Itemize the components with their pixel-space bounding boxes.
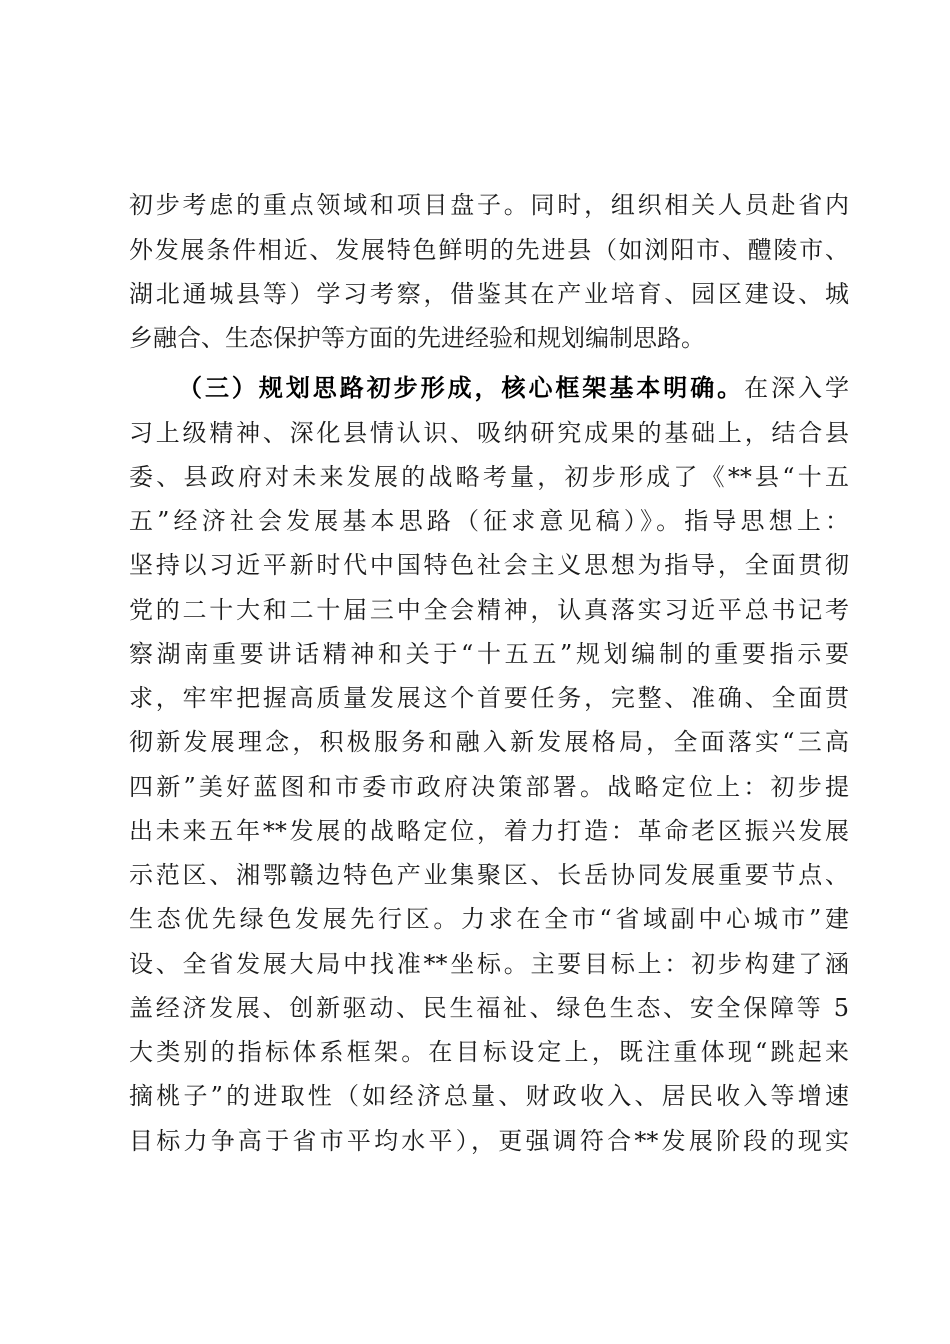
paragraph-2-line-8: 求，牢牢把握高质量发展这个首要任务，完整、准确、全面贯 <box>129 684 849 712</box>
paragraph-2-line-16: 大类别的指标体系框架。在目标设定上，既注重体现“跳起来 <box>129 1038 849 1066</box>
paragraph-2-line-1 <box>178 368 849 408</box>
section-heading: （三）规划思路初步形成，核心框架基本明确。 <box>178 373 745 402</box>
paragraph-2-line-1-rest: 在深入学 <box>744 374 849 402</box>
paragraph-1-line-3: 湖北通城县等）学习考察，借鉴其在产业培育、园区建设、城 <box>129 280 849 308</box>
paragraph-2-line-9: 彻新发展理念，积极服务和融入新发展格局，全面落实“三高 <box>129 728 849 756</box>
paragraph-2-line-17: 摘桃子”的进取性（如经济总量、财政收入、居民收入等增速 <box>129 1082 849 1110</box>
paragraph-2-line-18: 目标力争高于省市平均水平），更强调符合**发展阶段的现实 <box>129 1127 849 1155</box>
paragraph-2-line-5: 坚持以习近平新时代中国特色社会主义思想为指导，全面贯彻 <box>129 551 849 579</box>
paragraph-2-line-12: 示范区、湘鄂赣边特色产业集聚区、长岳协同发展重要节点、 <box>129 861 849 889</box>
paragraph-1-line-2: 外发展条件相近、发展特色鲜明的先进县（如浏阳市、醴陵市、 <box>129 236 849 264</box>
paragraph-2-line-10: 四新”美好蓝图和市委市政府决策部署。战略定位上：初步提 <box>129 773 849 801</box>
paragraph-2-line-7: 察湖南重要讲话精神和关于“十五五”规划编制的重要指示要 <box>129 640 849 668</box>
paragraph-1-line-1: 初步考虑的重点领域和项目盘子。同时，组织相关人员赴省内 <box>129 191 849 219</box>
paragraph-2-line-3: 委、县政府对未来发展的战略考量，初步形成了《**县“十五 <box>129 463 849 491</box>
paragraph-2-line-4: 五”经济社会发展基本思路（征求意见稿）》。指导思想上： <box>129 507 849 535</box>
paragraph-2-line-11: 出未来五年**发展的战略定位，着力打造：革命老区振兴发展 <box>129 817 849 845</box>
paragraph-2-line-14: 设、全省发展大局中找准**坐标。主要目标上：初步构建了涵 <box>129 950 849 978</box>
paragraph-2-line-15: 盖经济发展、创新驱动、民生福祉、绿色生态、安全保障等 5 <box>129 994 849 1022</box>
paragraph-2-line-2: 习上级精神、深化县情认识、吸纳研究成果的基础上，结合县 <box>129 419 849 447</box>
paragraph-2-line-13: 生态优先绿色发展先行区。力求在全市“省域副中心城市”建 <box>129 905 849 933</box>
paragraph-2-line-6: 党的二十大和二十届三中全会精神，认真落实习近平总书记考 <box>129 596 849 624</box>
paragraph-1-line-4: 乡融合、生态保护等方面的先进经验和规划编制思路。 <box>129 324 705 352</box>
